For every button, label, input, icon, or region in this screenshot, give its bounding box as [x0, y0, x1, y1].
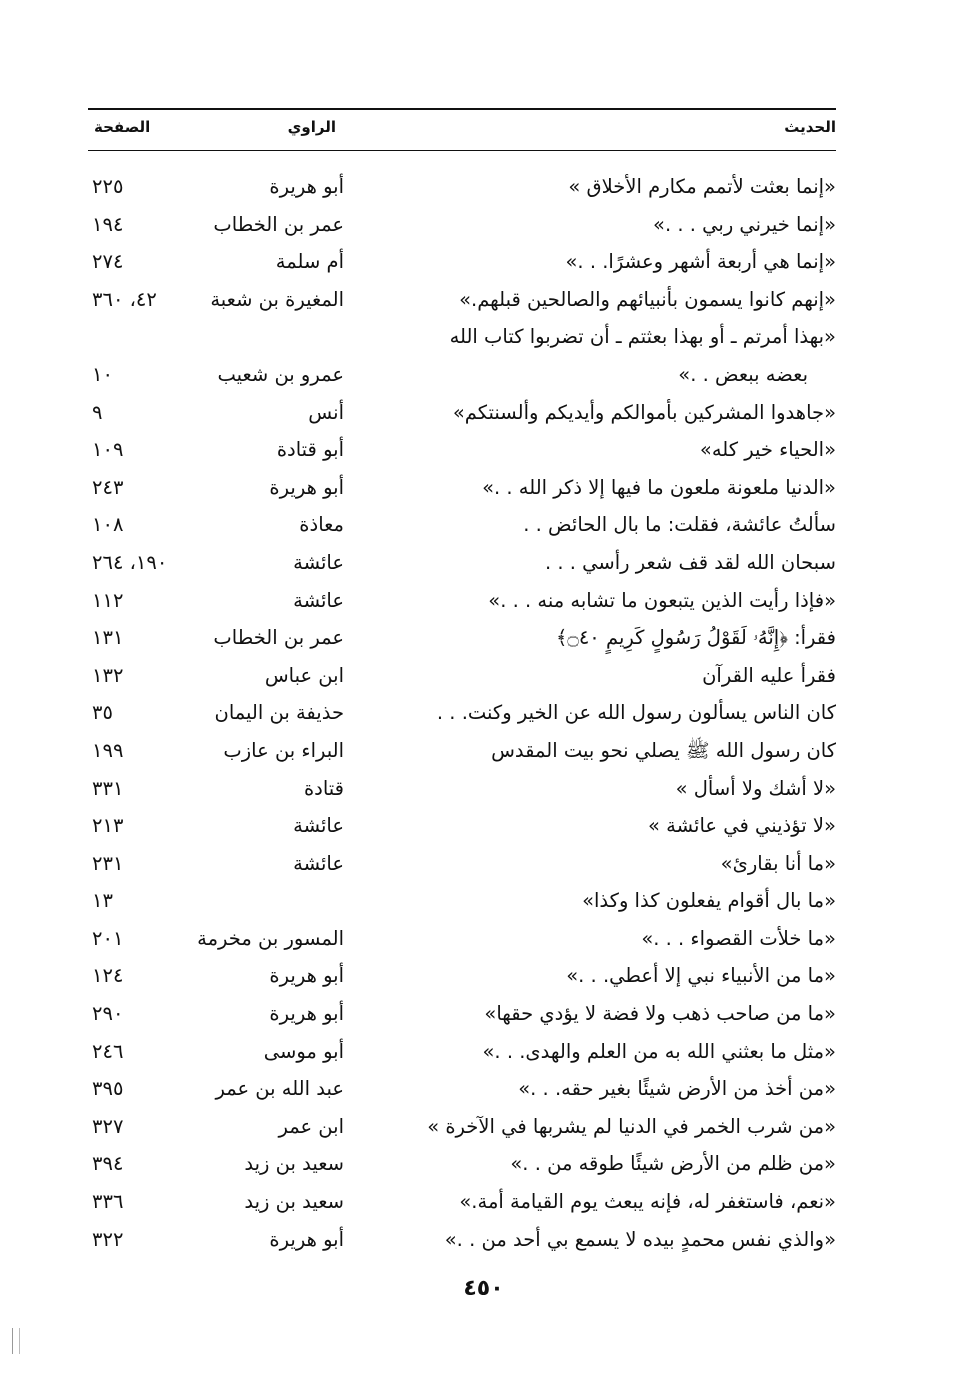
table-row	[88, 168, 836, 206]
table-row	[88, 1221, 836, 1259]
table-row	[88, 1145, 836, 1183]
page-ref: ١٠٩	[92, 438, 124, 462]
hadith-text: «ما بال أقوام يفعلون كذا وكذا»	[582, 889, 836, 913]
page-ref: ٣٢٧	[92, 1114, 124, 1138]
header-rule	[88, 150, 836, 151]
page-ref: ٢٩٠	[92, 1002, 124, 1026]
table-row	[88, 807, 836, 845]
rawi-name: أم سلمة	[275, 250, 344, 274]
rawi-name: المغيرة بن شعبة	[210, 287, 344, 311]
hadith-text: «من شرب الخمر في الدنيا لم يشربها في الآخرة »	[427, 1114, 836, 1138]
table-row	[88, 469, 836, 507]
rawi-name: أبو هريرة	[269, 964, 344, 988]
hadith-text: «بهذا أمرتم ـ أو بهذا بعثتم ـ أن تضربوا كتاب الله	[449, 325, 836, 349]
hadith-text: «مثل ما بعثني الله به من العلم والهدى. . .»	[482, 1039, 836, 1063]
table-row	[88, 1070, 836, 1108]
rawi-name: أبو قتادة	[276, 438, 344, 462]
page-ref: ٣٩٤	[92, 1152, 124, 1176]
hadith-text: سألتُ عائشة، فقلت: ما بال الحائض . .	[523, 513, 836, 537]
page-ref: ١٩٠، ٢٦٤	[92, 550, 168, 574]
rawi-name: المسور بن مخرمة	[197, 926, 344, 950]
page-ref: ١٩٩	[92, 738, 124, 762]
header-rawi: الراوي	[287, 118, 336, 136]
rawi-name: البراء بن عازب	[223, 738, 344, 762]
rawi-name: سعيد بن زيد	[244, 1190, 344, 1214]
page-ref: ٢٤٣	[92, 475, 124, 499]
page-ref: ٢٧٤	[92, 250, 124, 274]
page-ref: ١١٢	[92, 588, 124, 612]
page-ref: ١٣	[92, 889, 113, 913]
page-ref: ١٠٨	[92, 513, 124, 537]
table-row	[88, 732, 836, 770]
top-rule	[88, 108, 836, 110]
table-row	[88, 506, 836, 544]
rawi-name: عمرو بن شعيب	[217, 362, 344, 386]
rawi-name: ابن عمر	[278, 1114, 344, 1138]
hadith-text: «من أخذ من الأرض شيئًا بغير حقه. . .»	[518, 1077, 836, 1101]
header-page: الصفحة	[94, 118, 151, 136]
hadith-text: «ما من صاحب ذهب ولا فضة لا يؤدي حقها»	[484, 1002, 836, 1026]
rawi-name: عبد الله بن عمر	[215, 1077, 344, 1101]
table-row	[88, 206, 836, 244]
page-ref: ٢٠١	[92, 926, 124, 950]
hadith-text: «لا أشك ولا أسأل »	[675, 776, 836, 800]
rawi-name: أبو موسى	[263, 1039, 344, 1063]
table-row	[88, 1108, 836, 1146]
hadith-text: «إنما خيرني ربي . . .»	[653, 212, 836, 236]
table-row	[88, 1183, 836, 1221]
page-ref: ٣٣١	[92, 776, 124, 800]
rawi-name: أبو هريرة	[269, 175, 344, 198]
hadith-text: «الحياء خير كله»	[699, 438, 836, 462]
rawi-name: معاذة	[299, 513, 344, 537]
hadith-text: «إنهم كانوا يسمون بأنبيائهم والصالحين قبلهم.»	[459, 287, 836, 311]
rawi-name: أبو هريرة	[269, 1227, 344, 1251]
rawi-name: قتادة	[303, 776, 344, 800]
page-ref: ١٣٢	[92, 663, 124, 687]
table-row	[88, 882, 836, 920]
hadith-text: «ما من الأنبياء نبي إلا أعطي. . .»	[566, 964, 836, 988]
hadith-text: بعضه ببعض . .»	[678, 362, 808, 386]
table-row	[88, 619, 836, 657]
rawi-name: عائشة	[293, 550, 344, 574]
hadith-text: «لا تؤذيني في عائشة »	[648, 814, 836, 838]
hadith-text: «ما أنا بقارئ»	[720, 851, 836, 875]
page-ref: ١٠	[92, 362, 113, 386]
hadith-text: فقرأ: ﴿إِنَّهُۥ لَقَوْلُ رَسُولٍ كَرِيمٍ ۝٤٠﴾	[555, 626, 836, 650]
table-header	[88, 112, 836, 146]
page-number: ٤٥٠	[463, 1276, 504, 1301]
rawi-name: أنس	[308, 400, 344, 424]
page-ref: ٣٩٥	[92, 1077, 124, 1101]
hadith-text: «إنما بعثت لأتمم مكارم الأخلاق »	[568, 175, 836, 198]
table-row	[88, 920, 836, 958]
rawi-name: عائشة	[293, 851, 344, 875]
page-ref: ٢٤٦	[92, 1039, 124, 1063]
table-row	[88, 694, 836, 732]
page-ref: ٩	[92, 400, 103, 424]
hadith-text: كان رسول الله ﷺ يصلي نحو بيت المقدس	[491, 738, 836, 762]
table-row	[88, 657, 836, 695]
hadith-text: «جاهدوا المشركين بأموالكم وأيديكم وألسنتكم»	[452, 400, 836, 424]
hadith-text: «والذي نفس محمدٍ بيده لا يسمع بي أحد من . .»	[444, 1227, 836, 1251]
rawi-name: أبو هريرة	[269, 1002, 344, 1026]
page-ref: ٣٣٦	[92, 1190, 124, 1214]
hadith-index-table	[88, 168, 836, 1258]
rawi-name: أبو هريرة	[269, 475, 344, 499]
hadith-text: «الدنيا ملعونة ملعون ما فيها إلا ذكر الله . .»	[482, 475, 836, 499]
hadith-text: كان الناس يسألون رسول الله عن الخير وكنت. . .	[436, 701, 836, 725]
hadith-text: «فإذا رأيت الذين يتبعون ما تشابه منه . . .»	[488, 588, 836, 612]
rawi-name: عمر بن الخطاب	[213, 212, 344, 236]
page-ref: ١٣١	[92, 626, 124, 650]
rawi-name: عائشة	[293, 588, 344, 612]
page-ref: ٣٥	[92, 701, 113, 725]
table-row	[88, 318, 836, 356]
scan-edge-mark	[12, 1328, 20, 1354]
rawi-name: سعيد بن زيد	[244, 1152, 344, 1176]
page-ref: ٤٢، ٣٦٠	[92, 287, 157, 311]
table-row	[88, 582, 836, 620]
hadith-text: فقرأ عليه القرآن	[702, 663, 836, 687]
rawi-name: حذيفة بن اليمان	[214, 701, 344, 725]
table-row	[88, 1033, 836, 1071]
table-row	[88, 431, 836, 469]
rawi-name: عائشة	[293, 814, 344, 838]
table-row	[88, 995, 836, 1033]
page-ref: ١٢٤	[92, 964, 124, 988]
table-row	[88, 281, 836, 319]
table-row	[88, 770, 836, 808]
table-row	[88, 243, 836, 281]
hadith-text: «من ظلم من الأرض شيئًا طوقه من . .»	[510, 1152, 836, 1176]
table-row	[88, 356, 836, 394]
hadith-text: «ما خلأت القصواء . . .»	[641, 926, 836, 950]
hadith-text: «إنما هي أربعة أشهر وعشرًا. . .»	[565, 250, 836, 274]
page-ref: ٢١٣	[92, 814, 124, 838]
page-ref: ٣٢٢	[92, 1227, 124, 1251]
rawi-name: عمر بن الخطاب	[213, 626, 344, 650]
table-row	[88, 845, 836, 883]
page-ref: ٢٣١	[92, 851, 124, 875]
hadith-text: «نعم، فاستغفر له، فإنه يبعث يوم القيامة أمة.»	[459, 1190, 836, 1214]
rawi-name: ابن عباس	[264, 663, 344, 687]
header-hadith: الحديث	[784, 118, 836, 136]
table-row	[88, 394, 836, 432]
table-row	[88, 544, 836, 582]
hadith-text: سبحان الله لقد قف شعر رأسي . . .	[544, 550, 836, 574]
page-ref: ١٩٤	[92, 212, 124, 236]
table-row	[88, 957, 836, 995]
page-ref: ٢٢٥	[92, 175, 124, 198]
